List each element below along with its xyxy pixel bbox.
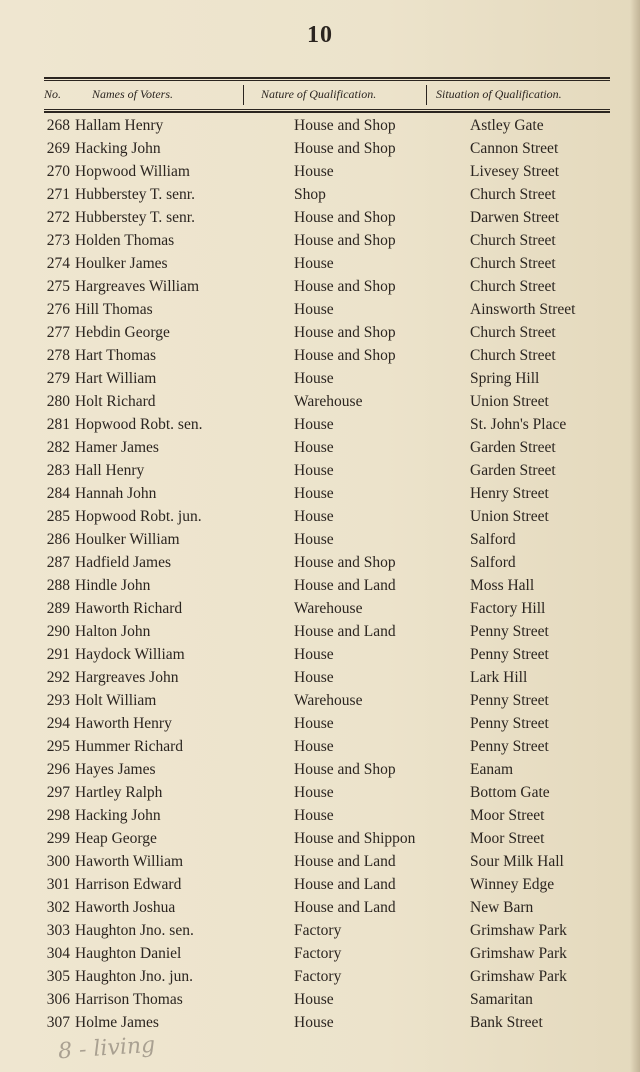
voter-number: 295 xyxy=(46,738,70,755)
qualification-nature: House and Land xyxy=(294,899,396,916)
table-row xyxy=(0,597,640,620)
qualification-nature: Warehouse xyxy=(294,692,363,709)
table-row xyxy=(0,206,640,229)
qualification-situation: Union Street xyxy=(470,508,549,525)
voter-number: 305 xyxy=(46,968,70,985)
voter-number: 277 xyxy=(46,324,70,341)
voter-number: 307 xyxy=(46,1014,70,1031)
qualification-nature: House xyxy=(294,370,334,387)
table-row xyxy=(0,850,640,873)
header-bottom-rule-thin xyxy=(44,109,610,110)
voter-number: 274 xyxy=(46,255,70,272)
voter-number: 271 xyxy=(46,186,70,203)
voter-number: 268 xyxy=(46,117,70,134)
qualification-situation: Church Street xyxy=(470,255,556,272)
voter-number: 275 xyxy=(46,278,70,295)
voter-number: 272 xyxy=(46,209,70,226)
qualification-situation: Church Street xyxy=(470,186,556,203)
voter-name: Hummer Richard xyxy=(75,738,184,755)
qualification-nature: House xyxy=(294,508,334,525)
voter-name: Haydock William xyxy=(75,646,185,663)
voter-name: Hall Henry xyxy=(75,462,145,479)
table-row xyxy=(0,298,640,321)
table-row xyxy=(0,689,640,712)
qualification-situation: Spring Hill xyxy=(470,370,540,387)
header-top-rule xyxy=(44,77,610,79)
qualification-nature: House and Shop xyxy=(294,554,396,571)
voter-number: 282 xyxy=(46,439,70,456)
qualification-situation: Salford xyxy=(470,554,516,571)
qualification-nature: House and Shop xyxy=(294,347,396,364)
qualification-situation: Moor Street xyxy=(470,807,545,824)
voter-name: Hubberstey T. senr. xyxy=(75,186,195,203)
qualification-nature: House and Land xyxy=(294,853,396,870)
qualification-nature: Factory xyxy=(294,968,342,985)
voter-name: Haughton Daniel xyxy=(75,945,182,962)
qualification-nature: House and Shop xyxy=(294,232,396,249)
table-row xyxy=(0,873,640,896)
voter-name: Hindle John xyxy=(75,577,151,594)
qualification-nature: Factory xyxy=(294,922,342,939)
qualification-nature: House and Shop xyxy=(294,761,396,778)
voter-name: Hallam Henry xyxy=(75,117,164,134)
voter-name: Houlker James xyxy=(75,255,168,272)
table-row xyxy=(0,643,640,666)
qualification-situation: Sour Milk Hall xyxy=(470,853,564,870)
voter-number: 306 xyxy=(46,991,70,1008)
voter-name: Hargreaves John xyxy=(75,669,179,686)
voter-name: Houlker William xyxy=(75,531,180,548)
voter-name: Hopwood Robt. jun. xyxy=(75,508,202,525)
voter-number: 292 xyxy=(46,669,70,686)
table-row xyxy=(0,505,640,528)
qualification-situation: Lark Hill xyxy=(470,669,528,686)
table-row xyxy=(0,942,640,965)
voter-number: 288 xyxy=(46,577,70,594)
qualification-situation: Penny Street xyxy=(470,692,549,709)
voter-number: 279 xyxy=(46,370,70,387)
voter-name: Hopwood William xyxy=(75,163,190,180)
voter-name: Hartley Ralph xyxy=(75,784,163,801)
voter-name: Halton John xyxy=(75,623,151,640)
voter-number: 290 xyxy=(46,623,70,640)
table-header xyxy=(44,81,610,109)
qualification-situation: Church Street xyxy=(470,278,556,295)
table-row xyxy=(0,758,640,781)
qualification-situation: Bottom Gate xyxy=(470,784,550,801)
qualification-nature: House xyxy=(294,416,334,433)
qualification-situation: Garden Street xyxy=(470,462,556,479)
qualification-situation: Darwen Street xyxy=(470,209,560,226)
voter-name: Haworth Joshua xyxy=(75,899,176,916)
table-row xyxy=(0,804,640,827)
voter-number: 293 xyxy=(46,692,70,709)
table-row xyxy=(0,275,640,298)
voter-number: 276 xyxy=(46,301,70,318)
voter-number: 287 xyxy=(46,554,70,571)
qualification-nature: House and Shop xyxy=(294,324,396,341)
voter-number: 298 xyxy=(46,807,70,824)
voter-name: Hart Thomas xyxy=(75,347,157,364)
qualification-situation: New Barn xyxy=(470,899,534,916)
qualification-situation: Church Street xyxy=(470,324,556,341)
voter-number: 294 xyxy=(46,715,70,732)
voter-number: 297 xyxy=(46,784,70,801)
voter-name: Hill Thomas xyxy=(75,301,153,318)
voter-number: 289 xyxy=(46,600,70,617)
table-row xyxy=(0,827,640,850)
qualification-nature: House and Land xyxy=(294,577,396,594)
qualification-nature: House xyxy=(294,669,334,686)
table-row xyxy=(0,620,640,643)
table-row xyxy=(0,252,640,275)
qualification-situation: St. John's Place xyxy=(470,416,567,433)
table-row xyxy=(0,137,640,160)
voter-list xyxy=(0,114,640,1034)
table-row xyxy=(0,551,640,574)
header-divider xyxy=(426,85,427,105)
voter-name: Hacking John xyxy=(75,140,161,157)
voter-name: Hannah John xyxy=(75,485,157,502)
qualification-nature: House xyxy=(294,485,334,502)
table-row xyxy=(0,344,640,367)
voter-number: 283 xyxy=(46,462,70,479)
voter-name: Hargreaves William xyxy=(75,278,200,295)
voter-number: 270 xyxy=(46,163,70,180)
qualification-situation: Cannon Street xyxy=(470,140,559,157)
voter-number: 304 xyxy=(46,945,70,962)
voter-name: Haughton Jno. sen. xyxy=(75,922,194,939)
qualification-nature: House xyxy=(294,439,334,456)
table-row xyxy=(0,436,640,459)
qualification-nature: House xyxy=(294,301,334,318)
voter-number: 285 xyxy=(46,508,70,525)
qualification-nature: House and Land xyxy=(294,876,396,893)
table-row xyxy=(0,229,640,252)
voter-number: 301 xyxy=(46,876,70,893)
voter-name: Hacking John xyxy=(75,807,161,824)
qualification-nature: House and Shop xyxy=(294,117,396,134)
voter-number: 269 xyxy=(46,140,70,157)
qualification-nature: House xyxy=(294,462,334,479)
voter-number: 284 xyxy=(46,485,70,502)
qualification-nature: House xyxy=(294,807,334,824)
header-bottom-rule xyxy=(44,111,610,113)
qualification-situation: Livesey Street xyxy=(470,163,560,180)
qualification-situation: Winney Edge xyxy=(470,876,555,893)
voter-number: 280 xyxy=(46,393,70,410)
voter-number: 281 xyxy=(46,416,70,433)
qualification-nature: House xyxy=(294,1014,334,1031)
qualification-nature: House and Shop xyxy=(294,209,396,226)
qualification-situation: Astley Gate xyxy=(470,117,544,134)
voter-name: Holme James xyxy=(75,1014,159,1031)
qualification-nature: Warehouse xyxy=(294,600,363,617)
table-row xyxy=(0,1011,640,1034)
qualification-situation: Bank Street xyxy=(470,1014,543,1031)
qualification-situation: Salford xyxy=(470,531,516,548)
table-row xyxy=(0,712,640,735)
qualification-situation: Grimshaw Park xyxy=(470,922,567,939)
voter-name: Haughton Jno. jun. xyxy=(75,968,193,985)
voter-name: Holt William xyxy=(75,692,157,709)
table-row xyxy=(0,781,640,804)
table-row xyxy=(0,528,640,551)
qualification-situation: Union Street xyxy=(470,393,549,410)
voter-name: Harrison Thomas xyxy=(75,991,183,1008)
table-row xyxy=(0,666,640,689)
voter-name: Hubberstey T. senr. xyxy=(75,209,195,226)
table-row xyxy=(0,160,640,183)
qualification-situation: Penny Street xyxy=(470,715,549,732)
table-row xyxy=(0,896,640,919)
qualification-situation: Ainsworth Street xyxy=(470,301,576,318)
voter-name: Hamer James xyxy=(75,439,159,456)
voter-name: Hadfield James xyxy=(75,554,171,571)
table-row xyxy=(0,413,640,436)
voter-name: Hart William xyxy=(75,370,157,387)
qualification-nature: Shop xyxy=(294,186,326,203)
header-situation: Situation of Qualification. xyxy=(436,87,562,101)
qualification-situation: Eanam xyxy=(470,761,514,778)
table-row xyxy=(0,735,640,758)
header-divider xyxy=(243,85,244,105)
qualification-situation: Penny Street xyxy=(470,738,549,755)
table-row xyxy=(0,965,640,988)
voter-number: 299 xyxy=(46,830,70,847)
qualification-nature: House xyxy=(294,255,334,272)
qualification-nature: House xyxy=(294,738,334,755)
qualification-situation: Henry Street xyxy=(470,485,549,502)
page-number: 10 xyxy=(307,22,333,48)
qualification-situation: Factory Hill xyxy=(470,600,546,617)
qualification-nature: House and Shop xyxy=(294,140,396,157)
table-row xyxy=(0,988,640,1011)
table-row xyxy=(0,574,640,597)
table-row xyxy=(0,459,640,482)
header-no: No. xyxy=(44,87,62,101)
table-row xyxy=(0,367,640,390)
table-row xyxy=(0,919,640,942)
qualification-nature: House xyxy=(294,991,334,1008)
voter-name: Hopwood Robt. sen. xyxy=(75,416,203,433)
qualification-nature: House xyxy=(294,531,334,548)
voter-name: Holt Richard xyxy=(75,393,156,410)
qualification-situation: Garden Street xyxy=(470,439,556,456)
qualification-nature: House and Land xyxy=(294,623,396,640)
voter-number: 286 xyxy=(46,531,70,548)
voter-number: 303 xyxy=(46,922,70,939)
voter-name: Haworth Richard xyxy=(75,600,183,617)
voter-number: 300 xyxy=(46,853,70,870)
qualification-situation: Grimshaw Park xyxy=(470,968,567,985)
voter-name: Hebdin George xyxy=(75,324,170,341)
voter-name: Haworth William xyxy=(75,853,184,870)
qualification-nature: House xyxy=(294,715,334,732)
voter-name: Hayes James xyxy=(75,761,156,778)
qualification-situation: Church Street xyxy=(470,232,556,249)
qualification-situation: Church Street xyxy=(470,347,556,364)
qualification-nature: Factory xyxy=(294,945,342,962)
voter-name: Harrison Edward xyxy=(75,876,182,893)
qualification-situation: Samaritan xyxy=(470,991,533,1008)
qualification-nature: House and Shop xyxy=(294,278,396,295)
table-row xyxy=(0,321,640,344)
qualification-situation: Grimshaw Park xyxy=(470,945,567,962)
voter-number: 296 xyxy=(46,761,70,778)
voter-name: Haworth Henry xyxy=(75,715,172,732)
table-row xyxy=(0,183,640,206)
qualification-nature: House xyxy=(294,784,334,801)
voter-number: 302 xyxy=(46,899,70,916)
qualification-nature: Warehouse xyxy=(294,393,363,410)
voter-number: 278 xyxy=(46,347,70,364)
table-row xyxy=(0,114,640,137)
qualification-situation: Moss Hall xyxy=(470,577,535,594)
qualification-nature: House xyxy=(294,163,334,180)
handwritten-note: 8 - living xyxy=(57,1032,156,1065)
qualification-situation: Moor Street xyxy=(470,830,545,847)
voter-name: Heap George xyxy=(75,830,157,847)
qualification-nature: House and Shippon xyxy=(294,830,416,847)
voter-number: 291 xyxy=(46,646,70,663)
qualification-situation: Penny Street xyxy=(470,623,549,640)
table-row xyxy=(0,482,640,505)
qualification-nature: House xyxy=(294,646,334,663)
table-row xyxy=(0,390,640,413)
header-names: Names of Voters. xyxy=(92,87,173,101)
voter-number: 273 xyxy=(46,232,70,249)
voter-name: Holden Thomas xyxy=(75,232,175,249)
header-nature: Nature of Qualification. xyxy=(261,87,377,101)
qualification-situation: Penny Street xyxy=(470,646,549,663)
